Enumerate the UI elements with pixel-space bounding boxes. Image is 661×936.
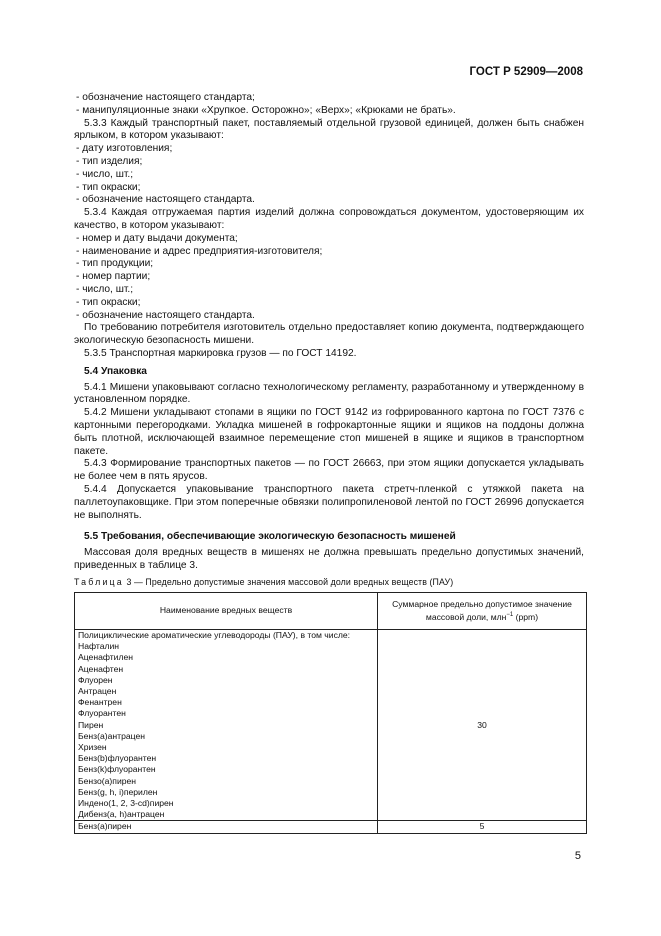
col-header-limit-unit: (ppm) — [513, 612, 539, 622]
substance-item: Бенз(g, h, i)перилен — [78, 786, 158, 797]
list-item: - число, шт.; — [76, 283, 134, 295]
list-item: - обозначение настоящего стандарта. — [76, 194, 255, 206]
list-item: - манипуляционные знаки «Хрупкое. Осторожно»; «Верх»; «Крюками не брать». — [76, 104, 456, 116]
substance-item: Фенантрен — [78, 697, 122, 708]
list-item: - тип изделия; — [76, 155, 143, 167]
substance-item: Полициклические ароматические углеводороды (ПАУ), в том числе: — [78, 630, 351, 640]
substance-item: Аценафтилен — [78, 652, 134, 663]
table-header-row — [75, 593, 587, 630]
substance-item: Аценафтен — [78, 663, 124, 674]
list-item: - дату изготовления; — [76, 143, 173, 155]
list-item: - тип окраски; — [76, 296, 141, 308]
list-item: - тип продукции; — [76, 258, 154, 270]
table-row — [75, 821, 587, 833]
substance-cell: Бенз(а)пирен — [75, 821, 378, 833]
substance-item: Флуорантен — [78, 708, 126, 719]
col-header-substance: Наименование вредных веществ — [75, 593, 378, 630]
document-code: ГОСТ Р 52909—2008 — [469, 66, 583, 78]
list-item: - обозначение настоящего стандарта; — [76, 92, 255, 103]
substance-item: Бенз(b)флуорантен — [78, 753, 157, 764]
col-header-limit — [378, 593, 587, 630]
list-item: - номер и дату выдачи документа; — [76, 232, 238, 244]
substance-item: Пирен — [78, 719, 104, 730]
substance-item: Дибенз(а, h)антрацен — [78, 809, 165, 820]
heading-5-5: 5.5 Требования, обеспечивающие экологическую безопасность мишеней — [84, 531, 456, 543]
substance-item: Хризен — [78, 742, 107, 753]
substance-list-cell — [75, 630, 378, 821]
paragraph-5-4-4: 5.4.4 Допускается упаковывание транспортного пакета стретч-пленкой с утяжкой пакета на паллетоупаковщике. При этом поперечные обвязки полипропиленовой лентой по ГОСТ 26996 допускается не выполнять. — [74, 483, 584, 521]
table-caption-text: 3 — Предельно допустимые значения массовой доли вредных веществ (ПАУ) — [123, 577, 454, 587]
paragraph-request: По требованию потребителя изготовитель отдельно предоставляет копию документа, подтверждающего экологическую безопасность мишени. — [74, 322, 584, 347]
table-3 — [74, 592, 587, 834]
substance-item: Флуорен — [78, 674, 113, 685]
substance-item: Антрацен — [78, 686, 117, 697]
list-item: - наименование и адрес предприятия-изготовителя; — [76, 245, 323, 257]
group-limit-value: 30 — [378, 630, 587, 821]
substance-item: Бензо(а)пирен — [78, 775, 137, 786]
substance-item: Индено(1, 2, 3-cd)пирен — [78, 798, 174, 809]
limit-value: 5 — [378, 821, 587, 833]
paragraph-5-4-2: 5.4.2 Мишени укладывают стопами в ящики по ГОСТ 9142 из гофрированного картона по ГОСТ 7376 с картонными перегородками. Укладка мишеней в гофрокартонные ящики и ящиков на поддоны должна быть плотной, исключающей взаимное перемещение стоп мишеней в ящике и ящиков в транспортном пакете. — [74, 407, 584, 457]
list-item: - номер партии; — [76, 271, 151, 283]
paragraph-5-5: Массовая доля вредных веществ в мишенях не должна превышать предельно допустимых значений, приведенных в таблице 3. — [74, 547, 584, 571]
paragraph-5-3-5: 5.3.5 Транспортная маркировка грузов — по ГОСТ 14192. — [84, 347, 357, 359]
substance-item: Нафталин — [78, 641, 120, 652]
heading-5-4: 5.4 Упаковка — [84, 365, 147, 377]
col-header-limit-sup: −1 — [506, 612, 514, 618]
list-item: - обозначение настоящего стандарта. — [76, 309, 255, 321]
table-caption — [74, 577, 453, 587]
paragraph-5-4-1: 5.4.1 Мишени упаковывают согласно технологическому регламенту, разработанному и утвержденному в установленном порядке. — [74, 381, 584, 406]
body-text — [74, 92, 584, 573]
page-number: 5 — [574, 850, 581, 862]
col-header-limit-text: Суммарное предельно допустимое значение массовой доли, млн — [392, 598, 572, 622]
substance-item: Бенз(а)антрацен — [78, 730, 145, 741]
paragraph-5-4-3: 5.4.3 Формирование транспортных пакетов — по ГОСТ 26663, при этом ящики допускается укладывать не более чем в пять ярусов. — [74, 458, 584, 483]
substance-item: Бенз(k)флуорантен — [78, 764, 156, 775]
paragraph-5-3-3: 5.3.3 Каждый транспортный пакет, поставляемый отдельной грузовой единицей, должен быть снабжен ярлыком, в котором указывают: — [74, 117, 584, 142]
table-row — [75, 630, 587, 821]
list-item: - число, шт.; — [76, 168, 134, 180]
paragraph-5-3-4: 5.3.4 Каждая отгружаемая партия изделий должна сопровождаться документом, удостоверяющим их качество, в котором указывают: — [74, 207, 584, 231]
list-item: - тип окраски; — [76, 181, 141, 193]
table-caption-word: Таблица — [74, 577, 124, 587]
